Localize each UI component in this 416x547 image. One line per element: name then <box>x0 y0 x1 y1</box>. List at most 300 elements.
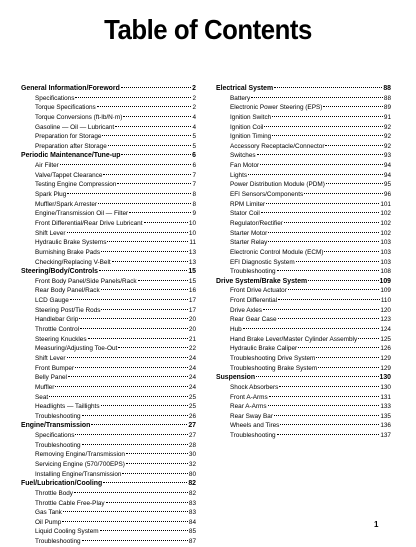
toc-leader-dots <box>79 318 188 319</box>
toc-leader-dots <box>316 357 379 358</box>
toc-entry[interactable] <box>21 315 196 325</box>
toc-entry-title: Drive System/Brake System <box>216 277 308 285</box>
toc-entry-page: 26 <box>188 412 196 420</box>
toc-entry-title: Electronic Power Steering (EPS) <box>230 104 323 112</box>
toc-entry-page: 10 <box>188 229 196 237</box>
toc-entry-page: 5 <box>192 133 196 141</box>
toc-entry-title: RPM Limiter <box>230 200 266 208</box>
toc-entry-page: 16 <box>188 287 196 295</box>
toc-leader-dots <box>268 405 380 406</box>
toc-entry[interactable] <box>21 190 196 200</box>
toc-entry[interactable] <box>216 306 391 316</box>
toc-entry[interactable] <box>21 518 196 528</box>
toc-entry-page: 89 <box>383 104 391 112</box>
toc-entry-page: 109 <box>379 277 391 285</box>
toc-entry[interactable] <box>21 180 196 190</box>
toc-leader-dots <box>55 386 187 387</box>
toc-entry-page: 2 <box>192 94 196 102</box>
toc-entry[interactable] <box>216 383 391 393</box>
toc-entry[interactable] <box>216 171 391 181</box>
toc-leader-dots <box>63 511 188 512</box>
toc-leader-dots <box>272 135 383 136</box>
toc-section-heading[interactable] <box>21 151 196 161</box>
toc-entry-title: Drive Axles <box>230 306 262 314</box>
toc-entry-title: Rear Gear Case <box>230 316 277 324</box>
toc-entry-title: Specifications <box>35 432 75 440</box>
toc-entry-page: 94 <box>383 162 391 170</box>
toc-entry-page: 28 <box>188 441 196 449</box>
toc-entry-title: Throttle Body <box>35 489 74 497</box>
toc-entry-page: 21 <box>188 335 196 343</box>
toc-section-heading[interactable] <box>216 277 391 287</box>
toc-entry[interactable] <box>216 286 391 296</box>
toc-entry[interactable] <box>216 412 391 422</box>
toc-entry[interactable] <box>21 238 196 248</box>
toc-entry-title: Regulator/Rectifier <box>230 219 283 227</box>
toc-leader-dots <box>269 396 380 397</box>
toc-entry[interactable] <box>21 537 196 547</box>
toc-entry[interactable] <box>21 412 196 422</box>
toc-entry-page: 8 <box>192 191 196 199</box>
toc-entry-page: 93 <box>383 152 391 160</box>
toc-entry[interactable] <box>216 258 391 268</box>
toc-entry-page: 96 <box>383 191 391 199</box>
toc-entry[interactable] <box>216 113 391 123</box>
toc-entry-page: 4 <box>192 123 196 131</box>
toc-leader-dots <box>102 135 191 136</box>
toc-leader-dots <box>266 203 379 204</box>
toc-leader-dots <box>358 338 379 339</box>
toc-entry-title: Steering Knuckles <box>35 335 87 343</box>
toc-entry-page: 5 <box>192 142 196 150</box>
toc-section-heading[interactable] <box>216 84 391 94</box>
toc-entry[interactable] <box>21 460 196 470</box>
toc-entry-title: Troubleshooting <box>35 441 81 449</box>
toc-entry[interactable] <box>216 219 391 229</box>
toc-entry-title: Valve/Tappet Clearance <box>35 171 103 179</box>
toc-entry-page: 17 <box>188 306 196 314</box>
toc-leader-dots <box>74 492 188 493</box>
toc-entry[interactable] <box>216 296 391 306</box>
toc-entry-title: Fuel/Lubrication/Cooling <box>21 480 103 488</box>
toc-leader-dots <box>298 347 379 348</box>
toc-leader-dots <box>260 164 383 165</box>
toc-entry-title: Troubleshooting <box>230 432 276 440</box>
toc-leader-dots <box>62 521 188 522</box>
toc-entry-page: 109 <box>380 287 391 295</box>
toc-entry-title: Hydraulic Brake Systems <box>35 239 107 247</box>
toc-entry-title: Specifications <box>35 94 75 102</box>
toc-leader-dots <box>75 434 187 435</box>
toc-entry-title: Muffler/Spark Arrester <box>35 200 98 208</box>
toc-entry-page: 83 <box>188 509 196 517</box>
toc-entry[interactable] <box>21 306 196 316</box>
toc-entry-page: 102 <box>380 229 391 237</box>
toc-entry[interactable] <box>21 364 196 374</box>
toc-entry[interactable] <box>216 354 391 364</box>
toc-entry-page: 11 <box>189 239 196 247</box>
toc-entry-page: 120 <box>380 306 391 314</box>
toc-leader-dots <box>70 299 188 300</box>
toc-entry[interactable] <box>21 383 196 393</box>
toc-leader-dots <box>279 386 379 387</box>
toc-section-heading[interactable] <box>21 479 196 489</box>
toc-entry-page: 131 <box>380 393 391 401</box>
toc-leader-dots <box>115 126 191 127</box>
toc-leader-dots <box>261 212 379 213</box>
toc-leader-dots <box>103 482 187 483</box>
toc-entry-page: 84 <box>188 518 196 526</box>
toc-entry-title: Testing Engine Compression <box>35 181 117 189</box>
toc-entry-title: Electronic Control Module (ECM) <box>230 248 324 256</box>
toc-entry-title: Engine/Transmission Oil — Filter <box>35 210 129 218</box>
toc-entry-title: Troubleshooting <box>35 412 81 420</box>
page-title: Table of Contents <box>104 14 312 45</box>
toc-section-heading[interactable] <box>21 267 196 277</box>
toc-leader-dots <box>67 357 188 358</box>
toc-entry[interactable] <box>216 248 391 258</box>
toc-entry-title: Troubleshooting <box>230 268 276 276</box>
toc-entry-page: 108 <box>380 268 391 276</box>
toc-entry-page: 103 <box>380 239 391 247</box>
toc-entry-title: Front Drive Actuator <box>230 287 287 295</box>
toc-leader-dots <box>82 444 188 445</box>
toc-entry[interactable] <box>216 123 391 133</box>
toc-entry-page: 92 <box>383 142 391 150</box>
toc-entry-title: Starter Relay <box>230 239 268 247</box>
toc-entry-title: EFI Sensors/Components <box>230 191 304 199</box>
toc-entry[interactable] <box>21 286 196 296</box>
toc-leader-dots <box>67 232 188 233</box>
toc-entry-page: 24 <box>188 364 196 372</box>
toc-entry-page: 13 <box>188 258 196 266</box>
toc-entry[interactable] <box>21 470 196 480</box>
toc-leader-dots <box>108 145 192 146</box>
toc-entry[interactable] <box>216 151 391 161</box>
toc-entry[interactable] <box>21 344 196 354</box>
toc-entry[interactable] <box>21 229 196 239</box>
toc-leader-dots <box>248 174 383 175</box>
toc-entry[interactable] <box>21 431 196 441</box>
toc-entry-title: Muffler <box>35 383 55 391</box>
toc-entry[interactable] <box>216 393 391 403</box>
toc-entry-title: Front Differential/Rear Drive Lubricant <box>35 219 143 227</box>
toc-entry[interactable] <box>216 190 391 200</box>
toc-entry-page: 95 <box>383 181 391 189</box>
toc-entry-title: Spark Plug <box>35 191 67 199</box>
toc-entry[interactable] <box>21 354 196 364</box>
toc-entry-title: Switches <box>230 152 256 160</box>
toc-leader-dots <box>257 154 383 155</box>
toc-entry-page: 129 <box>380 354 391 362</box>
toc-entry-title: Shift Lever <box>35 229 66 237</box>
toc-entry[interactable] <box>216 335 391 345</box>
toc-entry[interactable] <box>21 132 196 142</box>
toc-leader-dots <box>277 434 380 435</box>
toc-entry-title: Rear A-Arms <box>230 403 267 411</box>
toc-entry-page: 6 <box>192 152 196 160</box>
toc-entry-title: Liquid Cooling System <box>35 528 99 536</box>
toc-entry[interactable] <box>216 94 391 104</box>
toc-entry-title: Front Bumper <box>35 364 75 372</box>
toc-leader-dots <box>121 154 191 155</box>
toc-leader-dots <box>138 280 188 281</box>
toc-leader-dots <box>126 453 188 454</box>
toc-leader-dots <box>67 193 191 194</box>
toc-leader-dots <box>129 212 191 213</box>
toc-entry-title: Starter Motor <box>230 229 268 237</box>
toc-entry-page: 130 <box>380 383 391 391</box>
toc-entry-title: Steering Post/Tie Rods <box>35 306 101 314</box>
toc-entry-title: Rear Body Panel/Rack <box>35 287 100 295</box>
toc-leader-dots <box>101 309 187 310</box>
toc-entry[interactable] <box>21 161 196 171</box>
toc-entry-title: Burnishing Brake Pads <box>35 248 101 256</box>
toc-entry-page: 80 <box>188 470 196 478</box>
toc-entry[interactable] <box>216 209 391 219</box>
toc-entry[interactable] <box>21 393 196 403</box>
toc-entry-page: 24 <box>188 354 196 362</box>
toc-entry[interactable] <box>216 402 391 412</box>
toc-leader-dots <box>264 126 382 127</box>
toc-entry-page: 123 <box>380 316 391 324</box>
toc-entry[interactable] <box>21 200 196 210</box>
toc-entry-page: 136 <box>380 422 391 430</box>
toc-leader-dots <box>100 530 188 531</box>
toc-entry[interactable] <box>216 238 391 248</box>
toc-section-heading[interactable] <box>216 373 391 383</box>
toc-entry-title: Oil Pump <box>35 518 62 526</box>
toc-leader-dots <box>117 183 191 184</box>
toc-entry-page: 110 <box>380 297 391 305</box>
toc-entry[interactable] <box>216 344 391 354</box>
toc-entry[interactable] <box>21 527 196 537</box>
toc-leader-dots <box>278 299 380 300</box>
toc-entry-title: Rear Sway Bar <box>230 412 273 420</box>
toc-entry-title: Air Filter <box>35 162 59 170</box>
toc-entry-page: 137 <box>380 432 391 440</box>
toc-entry-title: Ignition Timing <box>230 133 272 141</box>
toc-leader-dots <box>60 164 192 165</box>
toc-entry-title: Electrical System <box>216 85 274 92</box>
toc-entry[interactable] <box>21 142 196 152</box>
toc-entry[interactable] <box>21 94 196 104</box>
toc-entry-title: Periodic Maintenance/Tune-up <box>21 152 121 160</box>
toc-entry-page: 82 <box>188 489 196 497</box>
toc-entry-title: Checking/Replacing V-Belt <box>35 258 111 266</box>
toc-leader-dots <box>243 328 380 329</box>
toc-entry-title: Torque Conversions (ft-lb/N·m) <box>35 113 123 121</box>
toc-section-heading[interactable] <box>21 421 196 431</box>
toc-entry-page: 94 <box>383 171 391 179</box>
toc-entry[interactable] <box>216 325 391 335</box>
toc-entry[interactable] <box>216 180 391 190</box>
toc-leader-dots <box>277 270 380 271</box>
toc-leader-dots <box>101 251 188 252</box>
toc-entry-page: 126 <box>380 345 391 353</box>
toc-entry[interactable] <box>21 335 196 345</box>
toc-entry[interactable] <box>21 123 196 133</box>
toc-entry-title: Front Body Panel/Side Panels/Rack <box>35 277 137 285</box>
toc-leader-dots <box>75 367 188 368</box>
toc-leader-dots <box>251 97 383 98</box>
toc-entry[interactable] <box>21 171 196 181</box>
toc-entry-page: 17 <box>188 297 196 305</box>
toc-entry-title: Ignition Coil <box>230 123 264 131</box>
toc-entry[interactable] <box>216 431 391 441</box>
toc-entry-title: Ignition Switch <box>230 113 272 121</box>
toc-leader-dots <box>122 473 187 474</box>
toc-entry[interactable] <box>21 508 196 518</box>
toc-entry-page: 92 <box>383 133 391 141</box>
toc-leader-dots <box>274 415 379 416</box>
toc-entry-page: 2 <box>192 85 196 92</box>
toc-entry[interactable] <box>21 277 196 287</box>
toc-leader-dots <box>268 232 379 233</box>
toc-entry-title: Headlights — Taillights <box>35 403 100 411</box>
toc-entry-page: 102 <box>380 210 391 218</box>
toc-leader-dots <box>88 338 188 339</box>
toc-entry-title: Lights <box>230 171 248 179</box>
toc-entry-title: Hub <box>230 326 242 334</box>
toc-entry-title: General Information/Foreword <box>21 85 120 92</box>
toc-entry-page: 135 <box>380 412 391 420</box>
toc-leader-dots <box>326 183 383 184</box>
toc-entry[interactable] <box>21 489 196 499</box>
toc-entry-page: 129 <box>380 364 391 372</box>
toc-entry[interactable] <box>21 450 196 460</box>
toc-entry-title: Gas Tank <box>35 509 62 517</box>
toc-entry[interactable] <box>21 113 196 123</box>
toc-entry-page: 82 <box>188 480 196 488</box>
toc-entry-title: Torque Specifications <box>35 104 96 112</box>
toc-entry[interactable] <box>21 258 196 268</box>
toc-entry-title: Troubleshooting <box>35 538 81 546</box>
toc-entry-title: Front A-Arms <box>230 393 268 401</box>
toc-entry-title: Throttle Cable Free-Play <box>35 499 105 507</box>
toc-entry-page: 15 <box>188 268 196 276</box>
toc-entry-title: LCD Gauge <box>35 297 69 305</box>
toc-entry[interactable] <box>21 296 196 306</box>
toc-entry-title: Servicing Engine (570/700EPS) <box>35 460 125 468</box>
toc-entry[interactable] <box>21 219 196 229</box>
toc-entry-page: 102 <box>380 219 391 227</box>
toc-entry-page: 92 <box>383 123 391 131</box>
toc-entry-title: Hydraulic Brake Caliper <box>230 345 298 353</box>
toc-leader-dots <box>144 222 188 223</box>
toc-entry[interactable] <box>21 402 196 412</box>
toc-column-left <box>21 84 196 547</box>
toc-entry[interactable] <box>216 161 391 171</box>
toc-entry[interactable] <box>21 103 196 113</box>
toc-entry-title: Power Distribution Module (PDM) <box>230 181 325 189</box>
toc-entry[interactable] <box>21 373 196 383</box>
page-number: 1 <box>374 520 379 529</box>
toc-entry-page: 27 <box>188 432 196 440</box>
toc-entry[interactable] <box>216 229 391 239</box>
toc-entry-title: Stator Coil <box>230 210 260 218</box>
toc-entry-page: 24 <box>188 374 196 382</box>
toc-entry-page: 124 <box>380 326 391 334</box>
toc-entry[interactable] <box>21 248 196 258</box>
toc-entry-page: 2 <box>192 104 196 112</box>
toc-entry-page: 25 <box>188 403 196 411</box>
toc-entry-page: 125 <box>380 335 391 343</box>
toc-entry-page: 9 <box>192 210 196 218</box>
toc-leader-dots <box>68 376 188 377</box>
toc-entry-page: 88 <box>383 85 391 92</box>
toc-entry-page: 20 <box>188 316 196 324</box>
toc-leader-dots <box>98 203 191 204</box>
toc-leader-dots <box>256 376 378 377</box>
toc-entry[interactable] <box>216 142 391 152</box>
toc-leader-dots <box>318 367 379 368</box>
toc-entry-page: 88 <box>383 94 391 102</box>
toc-entry-title: Accessory Receptacle/Connector <box>230 142 325 150</box>
toc-entry-title: Preparation for Storage <box>35 133 102 141</box>
toc-entry-page: 130 <box>379 374 391 382</box>
toc-entry[interactable] <box>216 315 391 325</box>
toc-entry-title: Fan Motor <box>230 162 260 170</box>
toc-leader-dots <box>106 502 188 503</box>
toc-entry-title: Troubleshooting Brake System <box>230 364 318 372</box>
toc-entry-page: 27 <box>188 422 196 430</box>
toc-leader-dots <box>272 116 383 117</box>
toc-leader-dots <box>324 251 379 252</box>
toc-leader-dots <box>91 424 187 425</box>
toc-leader-dots <box>325 145 382 146</box>
toc-entry[interactable] <box>216 421 391 431</box>
toc-section-heading[interactable] <box>21 84 196 94</box>
toc-entry-title: Wheels and Tires <box>230 422 280 430</box>
toc-entry[interactable] <box>21 499 196 509</box>
toc-leader-dots <box>323 106 383 107</box>
toc-leader-dots <box>284 222 379 223</box>
toc-leader-dots <box>75 97 191 98</box>
toc-entry-title: Hand Brake Lever/Master Cylinder Assembly <box>230 335 358 343</box>
toc-entry[interactable] <box>216 132 391 142</box>
toc-entry-title: Troubleshooting Drive System <box>230 354 316 362</box>
toc-entry-title: Seat <box>35 393 49 401</box>
toc-leader-dots <box>107 241 188 242</box>
toc-entry[interactable] <box>21 325 196 335</box>
toc-entry-page: 7 <box>192 181 196 189</box>
toc-entry[interactable] <box>216 364 391 374</box>
toc-leader-dots <box>118 347 188 348</box>
toc-entry-title: Handlebar Grip <box>35 316 79 324</box>
toc-entry-page: 24 <box>188 383 196 391</box>
toc-entry-page: 7 <box>192 171 196 179</box>
toc-entry[interactable] <box>21 209 196 219</box>
toc-entry-page: 15 <box>188 277 196 285</box>
toc-entry-page: 30 <box>188 451 196 459</box>
toc-leader-dots <box>103 174 191 175</box>
toc-entry-page: 13 <box>188 248 196 256</box>
toc-entry-page: 133 <box>380 403 391 411</box>
toc-entry-title: Throttle Control <box>35 326 80 334</box>
toc-entry[interactable] <box>21 441 196 451</box>
toc-leader-dots <box>121 87 191 88</box>
toc-leader-dots <box>126 463 188 464</box>
toc-entry-page: 85 <box>188 528 196 536</box>
toc-entry[interactable] <box>216 267 391 277</box>
toc-entry[interactable] <box>216 200 391 210</box>
toc-leader-dots <box>296 261 380 262</box>
toc-leader-dots <box>101 289 188 290</box>
toc-leader-dots <box>99 270 187 271</box>
toc-entry-title: Shift Lever <box>35 354 66 362</box>
toc-entry[interactable] <box>216 103 391 113</box>
